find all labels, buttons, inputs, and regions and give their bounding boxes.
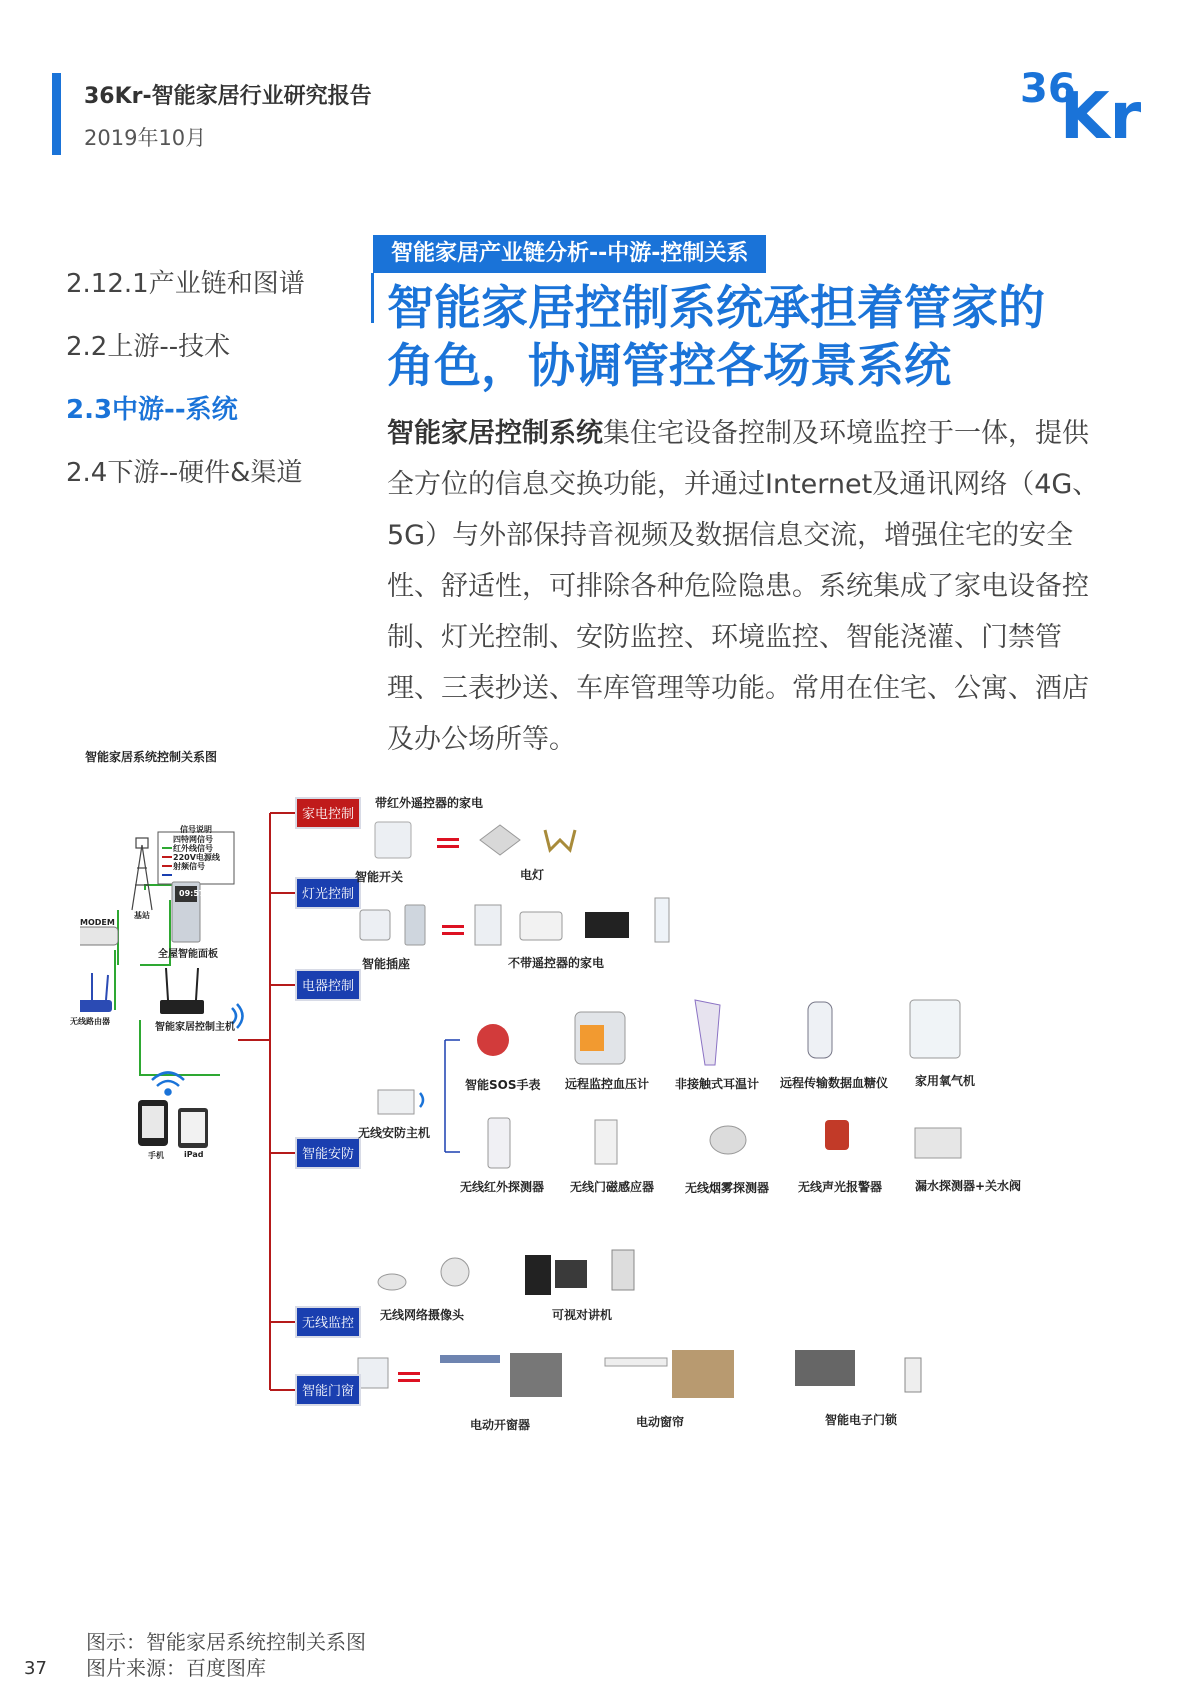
figure-source: 图片来源：百度图库 [86, 1656, 266, 1680]
label-smart-lock: 智能电子门锁 [825, 1413, 898, 1427]
modem-icon [80, 927, 118, 945]
legend-item: 四特网信号 [173, 835, 213, 844]
label-smart-socket: 智能插座 [362, 957, 411, 971]
category-electric-control: 电器控制 [295, 969, 361, 1001]
router-label: 无线路由器 [70, 1017, 110, 1026]
header-accent-bar [52, 73, 61, 155]
legend-item: 射频信号 [173, 862, 205, 871]
36kr-logo [1020, 62, 1150, 142]
label-window-opener: 电动开窗器 [470, 1418, 531, 1432]
category-smart-doors-windows: 智能门窗 [295, 1374, 361, 1406]
nav-item-upstream[interactable]: 2.2上游--技术 [66, 332, 231, 362]
label-ir-detector: 无线红外探测器 [460, 1180, 545, 1194]
report-date: 2019年10月 [84, 126, 207, 150]
host-label: 智能家居控制主机 [155, 1022, 235, 1033]
diagram-canvas [80, 790, 1120, 1530]
label-non-remote-appliances: 不带遥控器的家电 [508, 956, 605, 970]
legend-title: 信号说明 [180, 825, 212, 834]
equals-sign [398, 1372, 420, 1382]
category-lighting-control: 灯光控制 [295, 877, 361, 909]
host-icon [160, 968, 204, 1014]
label-network-camera: 无线网络摄像头 [380, 1308, 465, 1322]
legend-item: 红外线信号 [173, 844, 213, 853]
section-tag: 智能家居产业链分析--中游-控制关系 [373, 235, 766, 273]
headline-line-1: 智能家居控制系统承担着管家的 [387, 281, 1045, 336]
label-curtain: 电动窗帘 [636, 1415, 685, 1429]
logo-36: 36 [1020, 66, 1076, 112]
nav-item-downstream[interactable]: 2.4下游--硬件&渠道 [66, 458, 303, 488]
panel-time: 09:57 [179, 889, 205, 898]
body-text: 集住宅设备控制及环境监控于一体，提供全方位的信息交换功能，并通过Internet及通讯网络（4G、5G）与外部保持音视频及数据信息交流，增强住宅的安全性、舒适性，可排除各种危险隐患。系统集成了家电设备控制、灯光控制、安防监控、环境监控、智能浇灌、门禁管理、三表抄送、车库管理等功能。常用在住宅、公寓、酒店及办公场所等。 [387, 418, 1100, 755]
tower-icon [132, 838, 152, 910]
legend-item: 220V电源线 [173, 853, 220, 862]
nav-item-industry-chain[interactable]: 2.12.1产业链和图谱 [66, 269, 305, 299]
label-blood-pressure: 远程监控血压计 [565, 1077, 650, 1091]
category-smart-security: 智能安防 [295, 1137, 361, 1169]
report-title: 36Kr-智能家居行业研究报告 [84, 84, 372, 109]
label-door-sensor: 无线门磁感应器 [570, 1180, 655, 1194]
page-number: 37 [24, 1658, 47, 1679]
category-wireless-monitoring: 无线监控 [295, 1306, 361, 1338]
label-security-host: 无线安防主机 [358, 1126, 431, 1140]
headline-line-2: 角色，协调管控各场景系统 [387, 339, 951, 394]
label-leak-detector: 漏水探测器+关水阀 [915, 1179, 1022, 1193]
control-relationship-diagram [70, 750, 1120, 1530]
label-alarm: 无线声光报警器 [798, 1180, 883, 1194]
page-headline [387, 280, 1127, 396]
label-sos-watch: 智能SOS手表 [465, 1078, 541, 1092]
base-station-label: 基站 [134, 911, 150, 920]
nav-item-midstream[interactable]: 2.3中游--系统 [66, 395, 238, 425]
category-appliance-control: 家电控制 [295, 797, 361, 829]
modem-label: MODEM [80, 918, 115, 927]
label-oxygen-machine: 家用氧气机 [915, 1074, 976, 1088]
label-video-intercom: 可视对讲机 [552, 1308, 613, 1322]
label-thermometer: 非接触式耳温计 [675, 1077, 760, 1091]
figure-caption: 图示：智能家居系统控制关系图 [86, 1630, 366, 1654]
equals-sign [437, 838, 459, 848]
label-smart-switch: 智能开关 [355, 870, 404, 884]
ipad-label: iPad [184, 1150, 204, 1159]
body-bold-term: 智能家居控制系统 [387, 418, 603, 449]
equals-sign [442, 925, 464, 935]
body-paragraph [387, 408, 1107, 765]
label-lamp: 电灯 [520, 868, 545, 882]
label-ir-appliances: 带红外遥控器的家电 [375, 796, 484, 810]
panel-label: 全屋智能面板 [158, 949, 218, 960]
security-bracket [445, 1040, 460, 1152]
label-smoke-detector: 无线烟雾探测器 [685, 1181, 770, 1195]
diagram-title: 智能家居系统控制关系图 [85, 750, 218, 764]
trunk-lines [238, 813, 295, 1390]
tag-accent-line [371, 273, 374, 323]
label-glucose-meter: 远程传输数据血糖仪 [780, 1076, 889, 1090]
phone-label: 手机 [148, 1151, 164, 1160]
logo-kr: Kr [1060, 80, 1142, 142]
router-icon [80, 973, 112, 1012]
